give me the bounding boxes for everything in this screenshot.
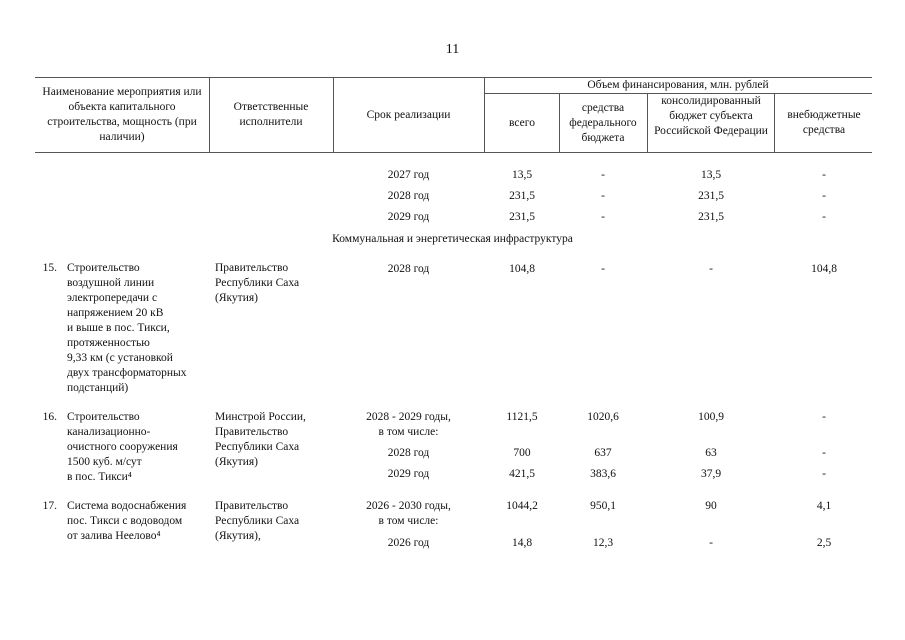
item-name-line: электропередачи с bbox=[67, 292, 158, 304]
period-cell bbox=[336, 410, 481, 440]
item-name-line: и выше в пос. Тикси, bbox=[67, 322, 170, 334]
item-name-line: в пос. Тикси⁴ bbox=[67, 471, 132, 483]
item-number: 15. bbox=[42, 262, 57, 274]
header-period: Срок реализации bbox=[366, 109, 451, 121]
divider-4 bbox=[559, 93, 560, 152]
extra-cell: - bbox=[822, 211, 826, 223]
item-name bbox=[67, 410, 209, 485]
period-cell bbox=[336, 499, 481, 529]
item-name-line: Строительство bbox=[67, 262, 140, 274]
total-cell: 1121,5 bbox=[506, 411, 538, 423]
total-cell: 104,8 bbox=[509, 263, 535, 275]
responsible-line: Республики Саха bbox=[215, 441, 300, 453]
period-line: в том числе: bbox=[378, 426, 439, 438]
total-cell: 700 bbox=[513, 447, 531, 459]
page-number: 11 bbox=[445, 42, 460, 57]
period-cell: 2026 год bbox=[387, 537, 430, 549]
extra-cell: - bbox=[822, 447, 826, 459]
regional-cell: 90 bbox=[705, 500, 717, 512]
regional-cell: 231,5 bbox=[698, 190, 724, 202]
extra-cell: 2,5 bbox=[816, 537, 832, 549]
item-name-line: подстанций) bbox=[67, 382, 129, 394]
period-cell: 2029 год bbox=[387, 211, 430, 223]
divider-5 bbox=[647, 93, 648, 152]
total-cell: 231,5 bbox=[509, 190, 535, 202]
item-name-line: канализационно- bbox=[67, 426, 151, 438]
responsible-line: Минстрой России, bbox=[215, 411, 306, 423]
federal-cell: - bbox=[601, 169, 605, 181]
header-responsible: Ответственные исполнители bbox=[233, 101, 309, 128]
responsible-line: Правительство bbox=[215, 262, 289, 274]
item-number: 16. bbox=[42, 411, 57, 423]
federal-cell: 12,3 bbox=[592, 537, 614, 549]
item-name-line: 9,33 км (с установкой bbox=[67, 352, 173, 364]
item-name-line: двух трансформаторных bbox=[67, 367, 187, 379]
period-cell: 2029 год bbox=[387, 468, 430, 480]
header-name: Наименование мероприятия или объекта капитального строительства, мощность (при наличии) bbox=[42, 86, 202, 143]
period-line: 2028 - 2029 годы, bbox=[366, 411, 451, 423]
total-cell: 1044,2 bbox=[506, 500, 538, 512]
responsible-line: Республики Саха bbox=[215, 515, 300, 527]
responsible-line: Правительство bbox=[215, 500, 289, 512]
item-name bbox=[67, 261, 209, 396]
item-name-line: от залива Неелово⁴ bbox=[67, 530, 161, 542]
extra-cell: - bbox=[822, 190, 826, 202]
item-name-line: воздушной линии bbox=[67, 277, 155, 289]
period-cell: 2028 год bbox=[387, 190, 430, 202]
total-cell: 231,5 bbox=[509, 211, 535, 223]
period-cell: 2028 год bbox=[387, 447, 430, 459]
extra-cell: - bbox=[822, 411, 826, 423]
divider-6 bbox=[774, 93, 775, 152]
responsible-line: Правительство bbox=[215, 426, 289, 438]
total-cell: 13,5 bbox=[511, 169, 533, 181]
regional-cell: - bbox=[709, 537, 713, 549]
regional-cell: - bbox=[709, 263, 713, 275]
item-name-line: пос. Тикси с водоводом bbox=[67, 515, 183, 527]
federal-cell: 383,6 bbox=[590, 468, 616, 480]
regional-cell: 13,5 bbox=[700, 169, 722, 181]
responsible-line: (Якутия) bbox=[215, 456, 258, 468]
extra-cell: 104,8 bbox=[811, 263, 837, 275]
item-number: 17. bbox=[42, 500, 57, 512]
regional-cell: 100,9 bbox=[698, 411, 724, 423]
item-name bbox=[67, 499, 209, 544]
period-cell: 2027 год bbox=[387, 169, 430, 181]
item-responsible bbox=[215, 261, 333, 306]
federal-cell: - bbox=[601, 190, 605, 202]
extra-cell: - bbox=[822, 169, 826, 181]
federal-cell: 950,1 bbox=[590, 500, 616, 512]
header-regional: консолидированный бюджет субъекта Российской Федерации bbox=[654, 95, 768, 137]
header-extrabudget: внебюджетные средства bbox=[787, 109, 861, 136]
period-cell: 2028 год bbox=[387, 263, 430, 275]
item-name-line: протяженностью bbox=[67, 337, 150, 349]
item-name-line: напряжением 20 кВ bbox=[67, 307, 164, 319]
header-total: всего bbox=[509, 117, 535, 129]
federal-cell: 1020,6 bbox=[587, 411, 619, 423]
extra-cell: 4,1 bbox=[816, 500, 832, 512]
extra-cell: - bbox=[822, 468, 826, 480]
responsible-line: Республики Саха bbox=[215, 277, 300, 289]
period-line: 2026 - 2030 годы, bbox=[366, 500, 451, 512]
header-federal: средства федерального бюджета bbox=[569, 102, 637, 144]
item-responsible bbox=[215, 499, 333, 544]
item-name-line: Система водоснабжения bbox=[67, 500, 187, 512]
item-name-line: 1500 куб. м/сут bbox=[67, 456, 142, 468]
responsible-line: (Якутия) bbox=[215, 292, 258, 304]
header-bottom-rule bbox=[35, 152, 872, 153]
period-line: в том числе: bbox=[378, 515, 439, 527]
header-financing: Объем финансирования, млн. рублей bbox=[587, 79, 769, 91]
section-title: Коммунальная и энергетическая инфраструктура bbox=[332, 233, 573, 245]
item-responsible bbox=[215, 410, 333, 470]
regional-cell: 63 bbox=[705, 447, 717, 459]
responsible-line: (Якутия), bbox=[215, 530, 261, 542]
total-cell: 421,5 bbox=[509, 468, 535, 480]
item-name-line: очистного сооружения bbox=[67, 441, 178, 453]
regional-cell: 231,5 bbox=[698, 211, 724, 223]
divider-3 bbox=[484, 77, 485, 152]
federal-cell: - bbox=[601, 211, 605, 223]
federal-cell: - bbox=[601, 263, 605, 275]
federal-cell: 637 bbox=[594, 447, 612, 459]
divider-1 bbox=[209, 77, 210, 152]
total-cell: 14,8 bbox=[511, 537, 533, 549]
item-name-line: Строительство bbox=[67, 411, 140, 423]
regional-cell: 37,9 bbox=[700, 468, 722, 480]
divider-2 bbox=[333, 77, 334, 152]
